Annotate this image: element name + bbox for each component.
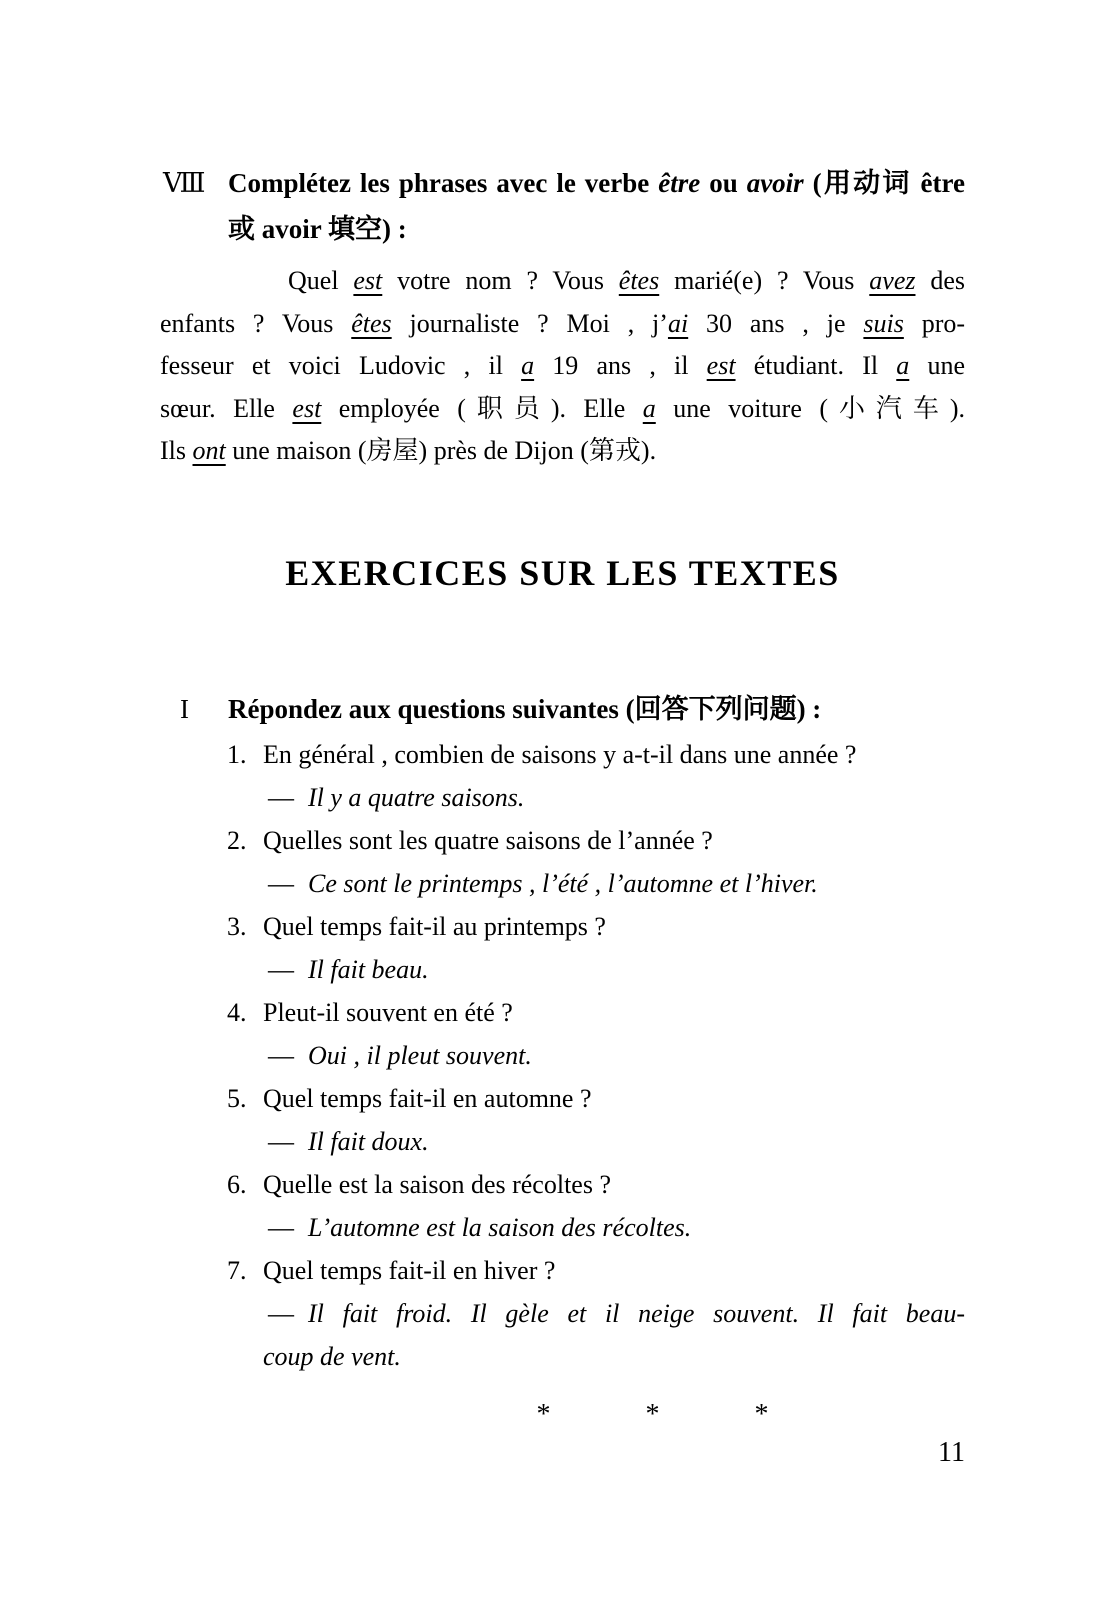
text-segment: (用动词 être	[803, 168, 965, 198]
text-segment: pro-	[903, 308, 966, 338]
answer-dash: —	[268, 1040, 294, 1070]
question-item	[0, 991, 1104, 1077]
exercise-i-title: Répondez aux questions suivantes (回答下列问题) :	[228, 693, 822, 724]
question-list	[0, 733, 1104, 1378]
verb-blank-filled: est	[292, 393, 322, 423]
asterisk: *	[536, 1398, 551, 1430]
question-number: 1.	[227, 739, 247, 769]
text-segment: des	[915, 266, 965, 295]
text-segment: sœur. Elle	[160, 393, 293, 423]
verb-blank-filled: êtes	[618, 266, 660, 295]
text-segment: une maison (房屋) près de Dijon (第戎).	[225, 436, 657, 465]
text-segment: étudiant. Il	[735, 351, 897, 380]
answer-dash: —	[268, 782, 294, 812]
asterisk: *	[754, 1398, 769, 1430]
question-line	[227, 1249, 984, 1292]
question-text: Quelle est la saison des récoltes ?	[263, 1169, 611, 1199]
question-line	[227, 991, 984, 1034]
verb-blank-filled: ai	[667, 308, 689, 338]
asterisk: *	[645, 1398, 660, 1430]
text-segment: 30 ans , je	[688, 308, 864, 338]
exercise-i-numeral: I	[180, 693, 189, 724]
question-item	[0, 1077, 1104, 1163]
exercise-viii-numeral: Ⅷ	[163, 168, 206, 198]
question-line	[227, 819, 984, 862]
question-text: Quel temps fait-il au printemps ?	[263, 911, 606, 941]
exercise-viii-section	[0, 160, 1104, 252]
text-segment: être	[658, 168, 701, 198]
text-segment: journaliste ? Moi , j’	[391, 308, 668, 338]
answer-line	[268, 948, 965, 991]
question-number: 3.	[227, 911, 247, 941]
text-segment: ou	[700, 168, 747, 198]
answer-line	[268, 1120, 965, 1163]
answer-text: Il fait beau.	[308, 954, 429, 984]
question-number: 6.	[227, 1169, 247, 1199]
answer-text: L’automne est la saison des récoltes.	[308, 1212, 692, 1242]
text-segment: 19 ans , il	[534, 351, 707, 380]
text-segment: fesseur et voici Ludovic , il	[160, 351, 522, 380]
verb-blank-filled: ont	[192, 436, 226, 465]
question-text: Quel temps fait-il en hiver ?	[263, 1255, 556, 1285]
answer-line	[268, 1206, 965, 1249]
question-line	[227, 1077, 984, 1120]
text-segment: Ils	[160, 436, 193, 465]
question-number: 2.	[227, 825, 247, 855]
verb-blank-filled: a	[642, 393, 656, 423]
question-item	[0, 905, 1104, 991]
exercise-viii-title-line1	[228, 160, 965, 206]
text-segment: employée (职员). Elle	[321, 393, 643, 423]
text-segment: Quel	[288, 266, 354, 295]
question-number: 5.	[227, 1083, 247, 1113]
verb-blank-filled: suis	[863, 308, 904, 338]
answer-continuation: coup de vent.	[263, 1341, 401, 1371]
exercise-viii-title-line2	[228, 206, 965, 252]
question-text: En général , combien de saisons y a-t-il dans une année ?	[263, 739, 857, 769]
answer-line	[268, 1292, 965, 1335]
answer-dash: —	[268, 868, 294, 898]
section-title: EXERCICES SUR LES TEXTES	[285, 552, 840, 593]
answer-dash: —	[268, 1212, 294, 1242]
text-segment: une	[909, 351, 965, 380]
paragraph-line	[160, 345, 965, 388]
question-line	[227, 905, 984, 948]
question-item	[0, 1163, 1104, 1249]
answer-line	[268, 776, 965, 819]
verb-blank-filled: a	[521, 351, 535, 380]
paragraph-line	[160, 303, 965, 346]
question-line	[227, 733, 984, 776]
question-number: 7.	[227, 1255, 247, 1285]
answer-text: Il y a quatre saisons.	[308, 782, 525, 812]
asterisk-separator	[160, 1400, 1055, 1430]
text-segment: avoir	[746, 168, 804, 198]
paragraph-line	[160, 430, 965, 473]
text-segment: marié(e) ? Vous	[659, 266, 870, 295]
verb-blank-filled: est	[706, 351, 736, 380]
answer-text: Il fait doux.	[308, 1126, 429, 1156]
answer-text: Ce sont le printemps , l’été , l’automne et l’hiver.	[308, 868, 818, 898]
answer-dash: —	[268, 1298, 294, 1328]
question-item	[0, 733, 1104, 819]
verb-blank-filled: est	[353, 266, 383, 295]
question-number: 4.	[227, 997, 247, 1027]
verb-blank-filled: êtes	[351, 308, 392, 338]
exercise-viii-answer-paragraph	[160, 260, 965, 473]
verb-blank-filled: a	[896, 351, 910, 380]
text-segment: votre nom ? Vous	[382, 266, 619, 295]
answer-text: Il fait froid. Il gèle et il neige souvent. Il fait beau-	[308, 1298, 965, 1328]
question-item	[0, 819, 1104, 905]
answer-text: Oui , il pleut souvent.	[308, 1040, 532, 1070]
exercise-i-section	[0, 687, 1104, 731]
question-text: Quel temps fait-il en automne ?	[263, 1083, 592, 1113]
paragraph-line	[288, 260, 965, 303]
question-text: Quelles sont les quatre saisons de l’année ?	[263, 825, 713, 855]
verb-blank-filled: avez	[869, 266, 916, 295]
text-segment: 或 avoir 填空) :	[228, 214, 407, 244]
text-segment: Complétez les phrases avec le verbe	[228, 168, 659, 198]
question-line	[227, 1163, 984, 1206]
text-segment: une voiture (小汽车).	[655, 393, 965, 423]
answer-dash: —	[268, 1126, 294, 1156]
answer-line	[268, 1034, 965, 1077]
text-segment: enfants ? Vous	[160, 308, 352, 338]
page-number: 11	[938, 1436, 965, 1468]
paragraph-line	[160, 388, 965, 431]
answer-line	[268, 862, 965, 905]
question-item	[0, 1249, 1104, 1378]
question-text: Pleut-il souvent en été ?	[263, 997, 513, 1027]
answer-dash: —	[268, 954, 294, 984]
